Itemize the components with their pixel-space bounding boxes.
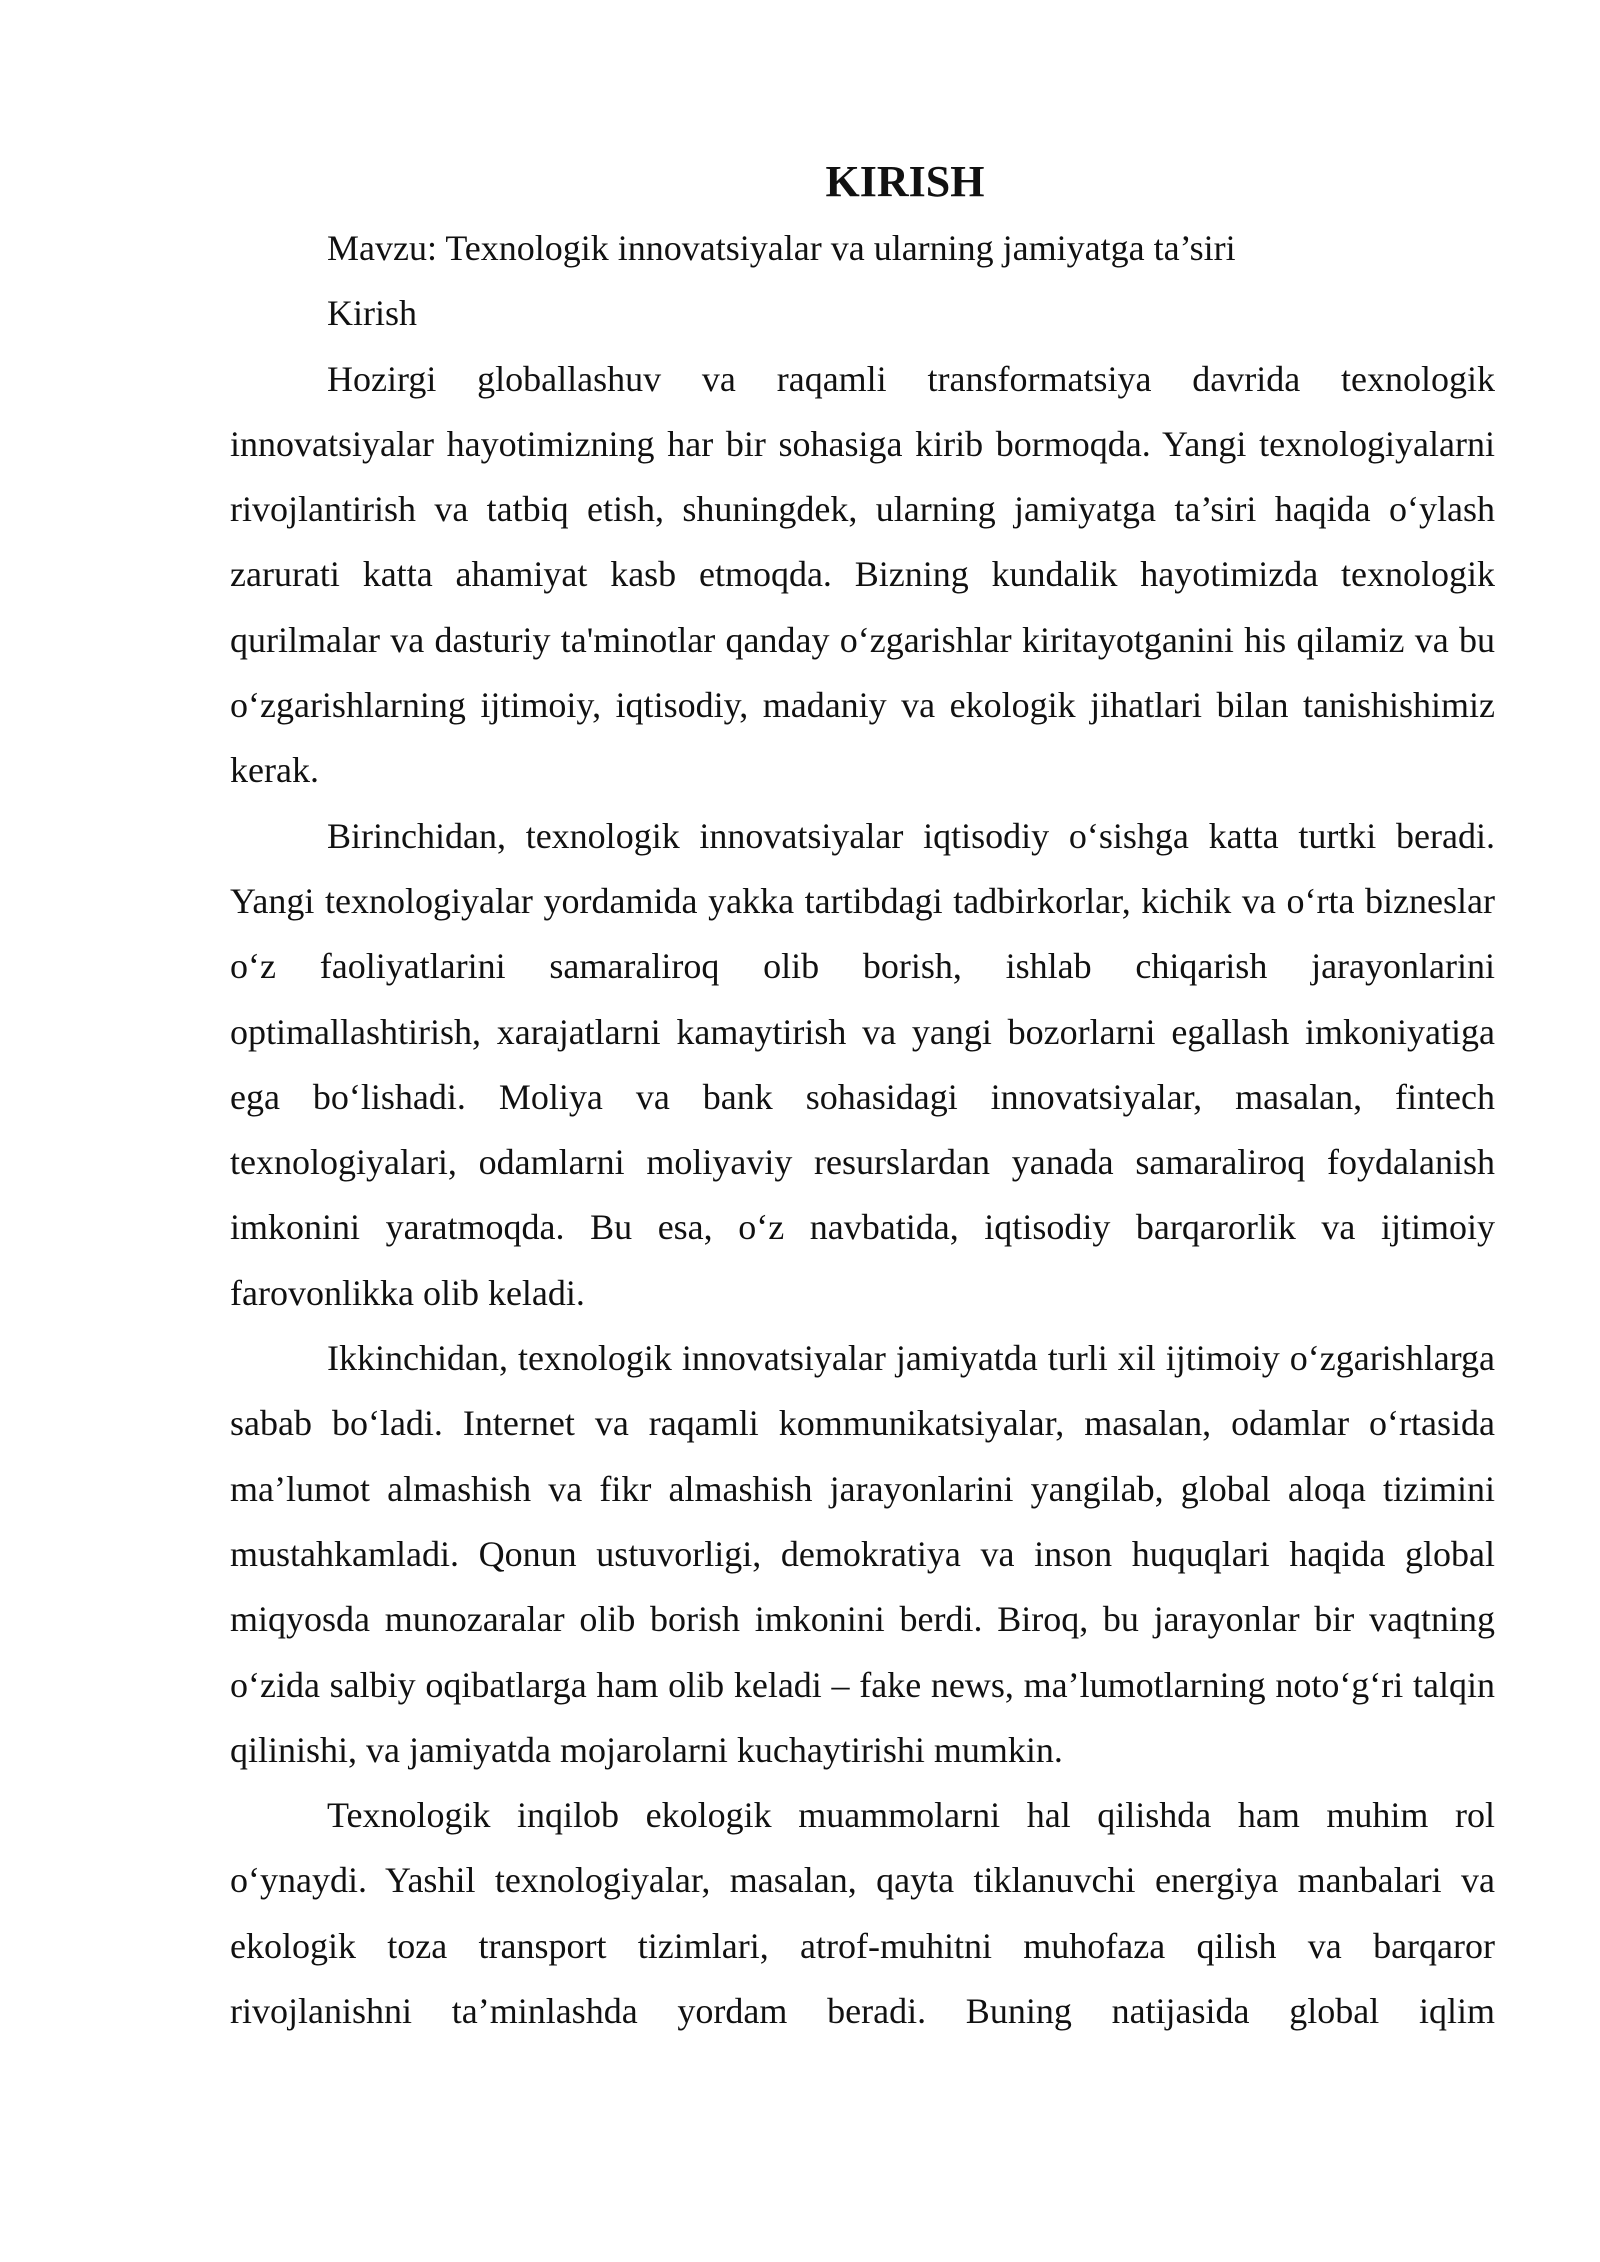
topic-line: Mavzu: Texnologik innovatsiyalar va ularning jamiyatga ta’siri <box>327 228 1236 268</box>
document-body <box>230 148 1495 2044</box>
paragraph-last: Texnologik inqilob ekologik muammolarni hal qilishda ham muhim rol o‘ynaydi. Yashil texnologiyalar, masalan, qayta tiklanuvchi energiya manbalari va ekologik toza transport tizimlari, atrof-muhitni muhofaza qilish va barqaror rivojlanishni ta’minlashda yordam beradi. Buning natijasida global iqlim <box>230 1795 1495 2032</box>
paragraph: Birinchidan, texnologik innovatsiyalar iqtisodiy o‘sishga katta turtki beradi. Yangi texnologiyalar yordamida yakka tartibdagi tadbirkorlar, kichik va o‘rta bizneslar o‘z faoliyatlarini samaraliroq olib borish, ishlab chiqarish jarayonlarini optimallashtirish, xarajatlarni kamaytirish va yangi bozorlarni egallash imkoniyatiga ega bo‘lishadi. Moliya va bank sohasidagi innovatsiyalar, masalan, fintech texnologiyalari, odamlarni moliyaviy resurslardan yanada samaraliroq foydalanish imkonini yaratmoqda. Bu esa, o‘z navbatida, iqtisodiy barqarorlik va ijtimoiy farovonlikka olib keladi. <box>230 815 1495 1313</box>
subheading: Kirish <box>327 293 417 334</box>
page-title: KIRISH <box>825 157 985 206</box>
paragraph: Ikkinchidan, texnologik innovatsiyalar jamiyatda turli xil ijtimoiy o‘zgarishlarga sabab bo‘ladi. Internet va raqamli kommunikatsiyalar, masalan, odamlar o‘rtasida ma’lumot almashish va fikr almashish jarayonlarini yangilab, global aloqa tizimini mustahkamladi. Qonun ustuvorligi, demokratiya va inson huquqlari haqida global miqyosda munozaralar olib borish imkonini berdi. Biroq, bu jarayonlar bir vaqtning o‘zida salbiy oqibatlarga ham olib keladi – fake news, ma’lumotlarning noto‘g‘ri talqin qilinishi, va jamiyatda mojarolarni kuchaytirishi mumkin. <box>230 1338 1495 1770</box>
paragraph: Hozirgi globallashuv va raqamli transformatsiya davrida texnologik innovatsiyalar hayotimizning har bir sohasiga kirib bormoqda. Yangi texnologiyalarni rivojlantirish va tatbiq etish, shuningdek, ularning jamiyatga ta’siri haqida o‘ylash zarurati katta ahamiyat kasb etmoqda. Bizning kundalik hayotimizda texnologik qurilmalar va dasturiy ta'minotlar qanday o‘zgarishlar kiritayotganini his qilamiz va bu o‘zgarishlarning ijtimoiy, iqtisodiy, madaniy va ekologik jihatlari bilan tanishishimiz kerak. <box>230 358 1495 791</box>
